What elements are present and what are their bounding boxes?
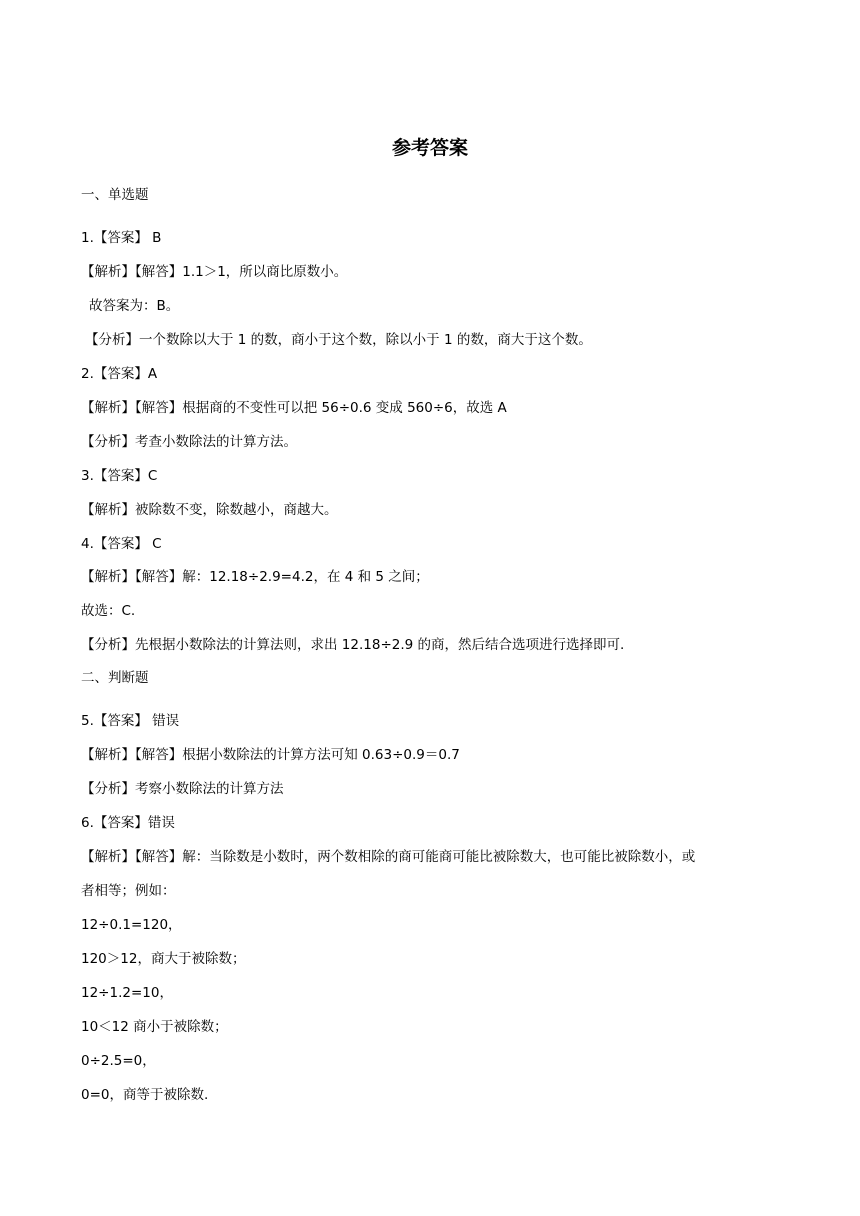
answer-line: 1.【答案】 B <box>81 230 162 246</box>
analysis-line: 【分析】先根据小数除法的计算法则，求出 12.18÷2.9 的商，然后结合选项进行选择即可. <box>81 637 625 653</box>
example-line: 12÷0.1=120， <box>81 917 182 933</box>
page-title: 参考答案 <box>391 137 468 159</box>
example-line: 120＞12，商大于被除数； <box>81 951 246 967</box>
answer-line: 3.【答案】C <box>81 468 158 484</box>
analysis-line: 【解析】【解答】根据小数除法的计算方法可知 0.63÷0.9＝0.7 <box>81 747 460 763</box>
analysis-line: 【解析】被除数不变，除数越小，商越大。 <box>81 502 338 518</box>
analysis-line: 【分析】考察小数除法的计算方法 <box>81 781 284 797</box>
analysis-line: 【解析】【解答】解：当除数是小数时，两个数相除的商可能商可能比被除数大，也可能比被除数小，或 <box>81 849 696 865</box>
section-heading: 一、单选题 <box>81 187 149 203</box>
analysis-line: 者相等；例如： <box>81 883 176 899</box>
analysis-line: 【分析】考查小数除法的计算方法。 <box>81 434 297 450</box>
analysis-line: 【分析】一个数除以大于 1 的数，商小于这个数，除以小于 1 的数，商大于这个数。 <box>85 332 592 348</box>
answer-line: 5.【答案】 错误 <box>81 713 180 729</box>
example-line: 0÷2.5=0， <box>81 1053 156 1069</box>
analysis-line: 【解析】【解答】解：12.18÷2.9=4.2，在 4 和 5 之间； <box>81 569 429 585</box>
conclusion-line: 故选：C. <box>81 603 136 619</box>
example-line: 0=0，商等于被除数. <box>81 1087 209 1103</box>
example-line: 12÷1.2=10， <box>81 985 173 1001</box>
analysis-line: 【解析】【解答】1.1＞1，所以商比原数小。 <box>81 264 348 280</box>
section-heading: 二、判断题 <box>81 670 149 686</box>
answer-line: 6.【答案】错误 <box>81 815 175 831</box>
analysis-line: 【解析】【解答】根据商的不变性可以把 56÷0.6 变成 560÷6，故选 A <box>81 400 507 416</box>
answer-line: 2.【答案】A <box>81 366 158 382</box>
answer-line: 4.【答案】 C <box>81 536 162 552</box>
conclusion-line: 故答案为：B。 <box>89 298 180 314</box>
example-line: 10＜12 商小于被除数； <box>81 1019 228 1035</box>
